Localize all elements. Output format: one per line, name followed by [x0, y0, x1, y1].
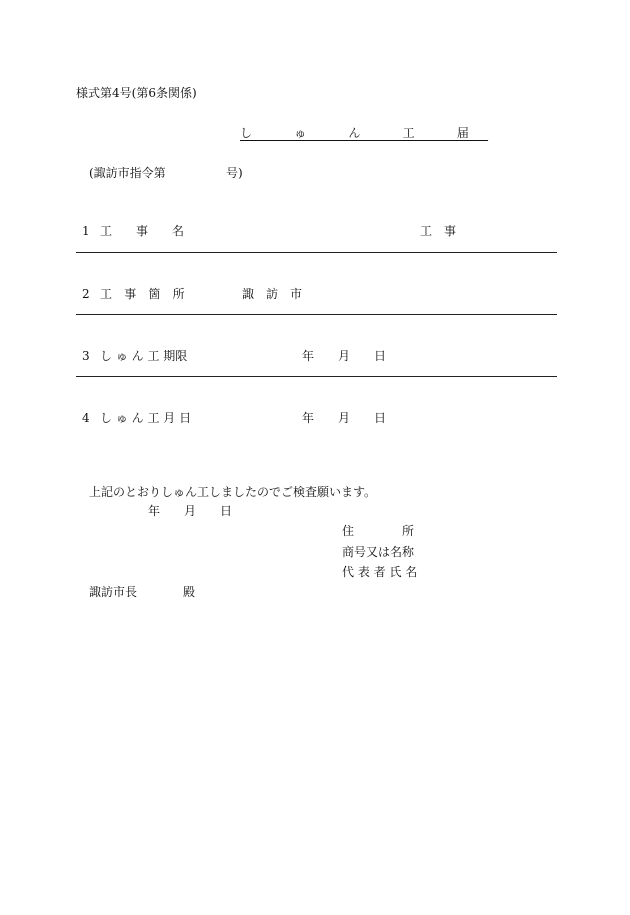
divider-line: [76, 376, 557, 377]
item-label-construction-name: 工 事 名: [100, 224, 191, 238]
item-suffix-construction: 工 事: [420, 224, 457, 238]
divider-line: [76, 252, 557, 253]
item-number: 3: [82, 349, 90, 363]
item-label-completion-date: し ゅ ん 工 月 日: [100, 411, 192, 425]
item-value-city: 諏 訪 市: [242, 287, 303, 301]
directive-open: (諏訪市指令第: [89, 166, 166, 180]
item-number: 4: [82, 411, 90, 425]
item-value-deadline-date: 年 月 日: [302, 349, 387, 363]
representative-label: 代 表 者 氏 名: [342, 565, 418, 579]
document-title: し ゅ ん 工 届: [240, 126, 489, 140]
honorific: 殿: [183, 585, 196, 599]
item-label-construction-site: 工 事 箇 所: [100, 287, 189, 301]
statement-text: 上記のとおりしゅん工しましたのでご検査願います。: [89, 485, 377, 499]
form-id: 様式第4号(第6条関係): [76, 86, 197, 100]
divider-line: [76, 314, 557, 315]
item-value-completion-date: 年 月 日: [302, 411, 387, 425]
item-number: 2: [82, 287, 90, 301]
item-number: 1: [82, 224, 90, 238]
trade-name-label: 商号又は名称: [342, 545, 415, 559]
address-label: 住 所: [342, 524, 415, 538]
addressee: 諏訪市長: [89, 585, 138, 599]
submission-date: 年 月 日: [148, 504, 233, 518]
item-label-completion-deadline: し ゅ ん 工 期限: [100, 349, 188, 363]
directive-close: 号): [226, 166, 243, 180]
